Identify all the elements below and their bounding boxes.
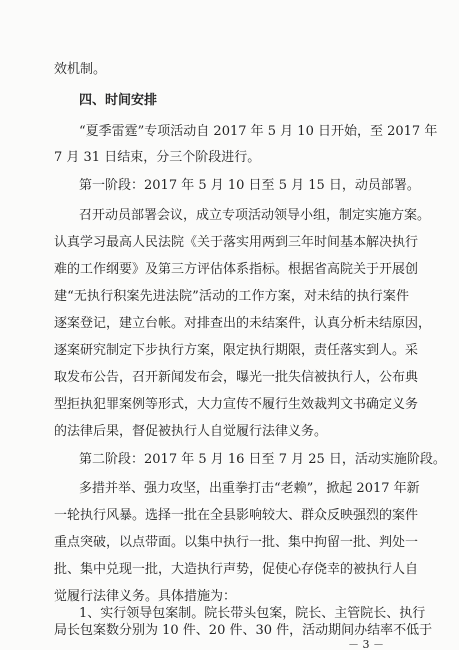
paragraph-line: 多措并举、强力攻坚，出重拳打击“老赖”，掀起 2017 年新 — [79, 481, 420, 496]
paragraph-line: 批、集中兑现一批，大造执行声势，促使心存侥幸的被执行人自 — [54, 562, 419, 577]
paragraph-line: 难的工作纲要》及第三方评估体系指标。根据省高院关于开展创 — [54, 262, 419, 277]
page-number: － 3 － — [348, 638, 384, 651]
paragraph-line: 建“无执行积案先进法院”活动的工作方案，对未结的执行案件 — [54, 289, 409, 304]
paragraph-line: “夏季雷霆”专项活动自 2017 年 5 月 10 日开始，至 2017 年 — [79, 124, 438, 139]
paragraph-line: 局长包案数分别为 10 件、20 件、30 件，活动期间办结率不低于 — [54, 623, 433, 638]
paragraph-line: 7 月 31 日结束，分三个阶段进行。 — [54, 150, 261, 165]
paragraph-line: 效机制。 — [54, 62, 107, 77]
paragraph-line: 一轮执行风暴。选择一批在全县影响较大、群众反映强烈的案件 — [54, 508, 419, 523]
section-heading: 四、时间安排 — [79, 93, 158, 108]
paragraph-line: 召开动员部署会议，成立专项活动领导小组，制定实施方案。 — [79, 208, 431, 223]
paragraph-line: 的法律后果，督促被执行人自觉履行法律义务。 — [54, 424, 328, 439]
paragraph-line: 第一阶段：2017 年 5 月 10 日至 5 月 15 日，动员部署。 — [79, 178, 420, 193]
paragraph-line: 觉履行法律义务。具体措施为： — [54, 589, 237, 604]
paragraph-line: 重点突破，以点带面。以集中执行一批、集中拘留一批、判处一 — [54, 535, 419, 550]
paragraph-line: 型拒执犯罪案例等形式，大力宣传不履行生效裁判文书确定义务 — [54, 397, 419, 412]
paragraph-line: 认真学习最高人民法院《关于落实用两到三年时间基本解决执行 — [54, 235, 419, 250]
paragraph-line: 1、实行领导包案制。院长带头包案，院长、主管院长、执行 — [79, 606, 426, 621]
paragraph-line: 取发布公告，召开新闻发布会，曝光一批失信被执行人，公布典 — [54, 370, 419, 385]
paragraph-line: 逐案研究制定下步执行方案，限定执行期限，责任落实到人。采 — [54, 343, 419, 358]
paragraph-line: 逐案登记，建立台帐。对排查出的未结案件，认真分析未结原因， — [54, 316, 432, 331]
paragraph-line: 第二阶段：2017 年 5 月 16 日至 7 月 25 日，活动实施阶段。 — [79, 452, 446, 467]
